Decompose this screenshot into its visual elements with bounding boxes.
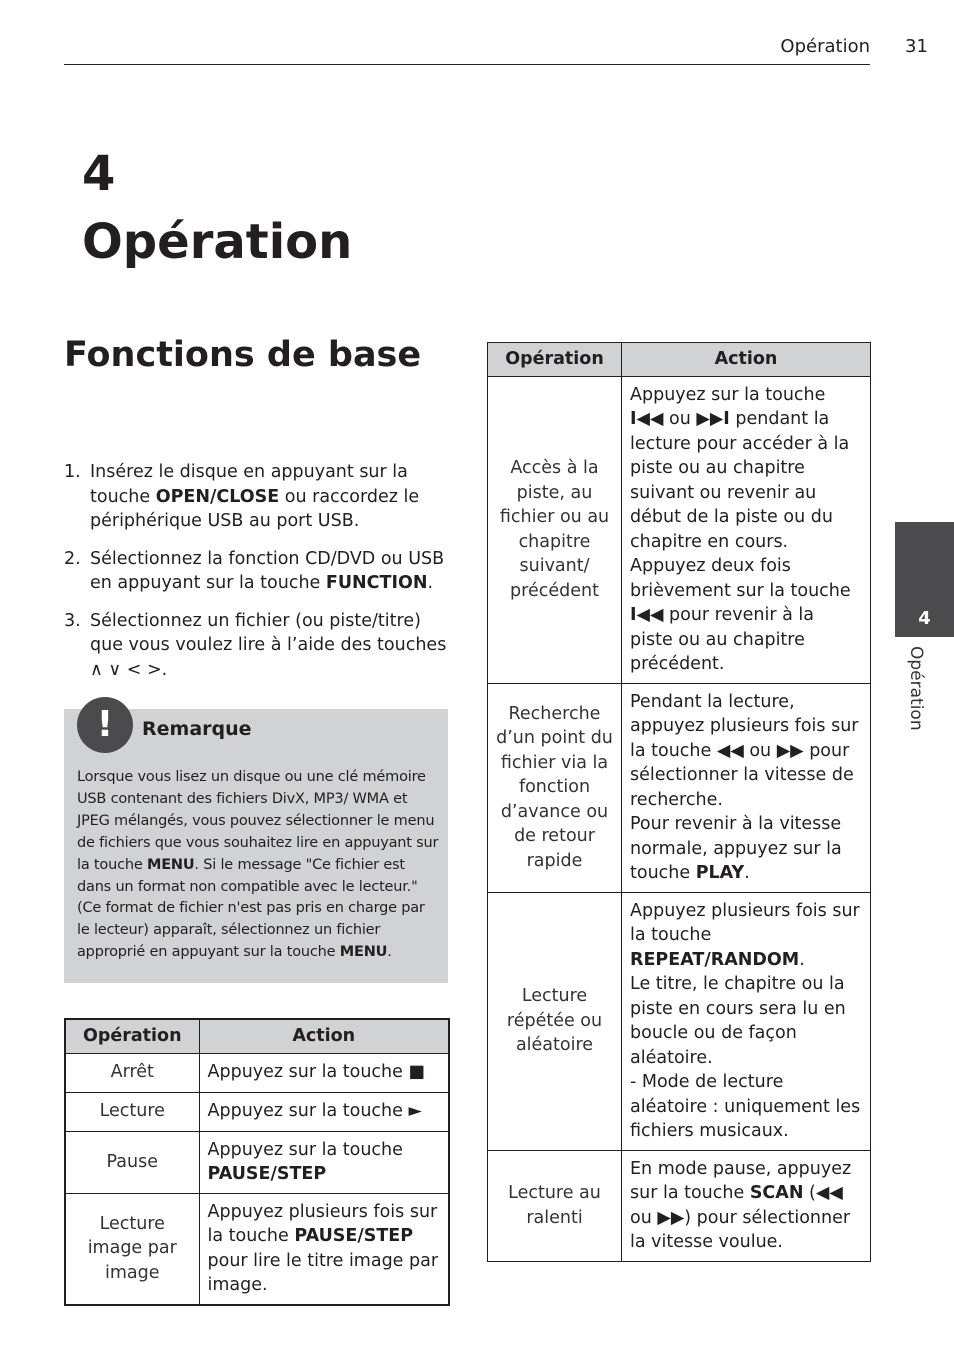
- text-run: Insérez le disque en appuyant sur la touche: [90, 462, 408, 507]
- action-cell: [622, 376, 871, 683]
- section-title: Fonctions de base: [64, 335, 422, 375]
- step-text: [90, 549, 444, 594]
- chapter-title: Opération: [82, 214, 353, 270]
- chapter-number: 4: [82, 146, 116, 202]
- text-run: .: [427, 573, 434, 593]
- text-run: pendant la lecture pour accéder à la piste ou au chapitre suivant ou revenir au début de la piste ou du chapitre en cours. Appuyez deux fois brièvement sur la touche: [630, 409, 851, 601]
- header-section-title: Opération: [780, 36, 870, 57]
- table-row: [488, 683, 871, 892]
- text-run: (: [803, 1183, 816, 1203]
- table-row: [65, 1092, 449, 1131]
- bold-term: REPEAT/RANDOM: [630, 949, 800, 970]
- step-number: 3.: [64, 610, 81, 631]
- text-run: ∧ ∨ < >: [90, 659, 162, 680]
- operation-cell: Pause: [65, 1131, 199, 1193]
- exclamation-icon: !: [77, 697, 133, 753]
- text-run: .: [161, 659, 168, 680]
- page-number: 31: [905, 36, 928, 57]
- bold-term: FUNCTION: [325, 573, 428, 593]
- text-run: Pendant la lecture, appuyez plusieurs fois sur la touche: [630, 691, 859, 761]
- bold-term: PAUSE/STEP: [207, 1164, 327, 1184]
- table-row: [488, 1150, 871, 1261]
- note-title: Remarque: [142, 718, 252, 740]
- text-run: ou raccordez le périphérique USB au port USB.: [90, 486, 420, 531]
- table-row: [65, 1131, 449, 1193]
- text-run: pour lire le titre image par image.: [207, 1250, 439, 1295]
- bold-term: ▶▶I: [696, 409, 730, 429]
- side-tab-label: Opération: [906, 646, 926, 731]
- step-item: [64, 460, 450, 534]
- text-run: Appuyez plusieurs fois sur la touche: [207, 1201, 438, 1246]
- text-run: - Mode de lecture aléatoire : uniquement les fichiers musicaux.: [630, 1072, 861, 1141]
- text-run: Appuyez sur la touche: [630, 384, 826, 405]
- text-run: ) pour sélectionner la vitesse voulue.: [630, 1207, 851, 1252]
- bold-term: PLAY: [695, 863, 745, 883]
- table-row: [488, 892, 871, 1150]
- step-text: [90, 611, 446, 680]
- text-run: ou: [630, 1207, 658, 1228]
- side-tab-number: 4: [918, 608, 931, 629]
- text-run: En mode pause, appuyez sur la touche: [630, 1158, 852, 1203]
- text-run: Appuyez sur la touche ►: [207, 1101, 422, 1122]
- text-run: Sélectionnez un fichier (ou piste/titre) que vous voulez lire à l’aide des touches: [90, 610, 447, 655]
- text-run: .: [387, 944, 392, 961]
- table-row: [65, 1193, 449, 1305]
- text-run: Lorsque vous lisez un disque ou une clé mémoire USB contenant des fichiers DivX, MP3/ WMA et JPEG mélangés, vous pouvez sélectionner le menu de fichiers que vous souhaitez lire en appuyant sur la touche: [77, 769, 439, 873]
- step-item: [64, 609, 450, 683]
- bold-term: MENU: [146, 856, 195, 873]
- column-header-operation: Opération: [65, 1019, 199, 1053]
- text-run: Sélectionnez la fonction CD/DVD ou USB en appuyant sur la touche: [90, 548, 445, 593]
- text-run: Pour revenir à la vitesse normale, appuyez sur la touche: [630, 814, 842, 883]
- bold-term: ▶▶: [657, 1207, 685, 1228]
- operation-cell: Lecture image par image: [65, 1193, 199, 1305]
- note-body: [77, 767, 439, 964]
- step-text: [90, 462, 419, 531]
- action-cell: [199, 1092, 449, 1131]
- bold-term: MENU: [339, 944, 388, 961]
- header-rule: [64, 64, 870, 65]
- text-run: Appuyez sur la touche ■: [207, 1062, 426, 1083]
- operation-cell: Lecture: [65, 1092, 199, 1131]
- bold-term: OPEN/CLOSE: [155, 486, 280, 507]
- operation-cell: Recherche d’un point du fichier via la fonction d’avance ou de retour rapide: [488, 683, 622, 892]
- bold-term: ◀◀: [716, 740, 744, 761]
- text-run: .: [799, 949, 805, 970]
- text-run: . Si le message "Ce fichier est dans un format non compatible avec le lecteur." (Ce format de fichier n'est pas pris en charge par le lecteur) apparaît, sélectionnez un fichier approprié en appuyant sur la touche: [77, 856, 425, 961]
- advanced-operations-table: [487, 342, 871, 1262]
- column-header-action: Action: [199, 1019, 449, 1053]
- bold-term: PAUSE/STEP: [294, 1226, 414, 1246]
- basic-operations-table: [64, 1018, 450, 1306]
- column-header-action: Action: [622, 343, 871, 377]
- bold-term: ▶▶: [776, 740, 804, 761]
- steps-list: [64, 460, 450, 695]
- operation-cell: Arrêt: [65, 1053, 199, 1092]
- bold-term: I◀◀: [630, 605, 664, 625]
- text-run: Appuyez sur la touche: [207, 1139, 403, 1160]
- action-cell: [199, 1131, 449, 1193]
- table-row: [488, 376, 871, 683]
- bold-term: SCAN: [749, 1183, 804, 1203]
- action-cell: [622, 683, 871, 892]
- step-number: 2.: [64, 548, 81, 569]
- text-run: pour sélectionner la vitesse de recherche.: [630, 740, 854, 810]
- operation-cell: Lecture au ralenti: [488, 1150, 622, 1261]
- text-run: ou: [743, 740, 777, 761]
- step-item: [64, 547, 450, 596]
- action-cell: [199, 1193, 449, 1305]
- text-run: Le titre, le chapitre ou la piste en cours sera lu en boucle ou de façon aléatoire.: [630, 974, 846, 1068]
- text-run: pour revenir à la piste ou au chapitre précédent.: [630, 605, 814, 674]
- text-run: ou: [663, 409, 697, 429]
- action-cell: [622, 892, 871, 1150]
- operation-cell: Accès à la piste, au fichier ou au chapitre suivant/ précédent: [488, 376, 622, 683]
- bold-term: ◀◀: [815, 1183, 843, 1203]
- column-header-operation: Opération: [488, 343, 622, 377]
- text-run: .: [744, 863, 750, 883]
- operation-cell: Lecture répétée ou aléatoire: [488, 892, 622, 1150]
- bold-term: I◀◀: [630, 409, 664, 429]
- step-number: 1.: [64, 462, 81, 482]
- table-row: [65, 1053, 449, 1092]
- action-cell: [622, 1150, 871, 1261]
- text-run: Appuyez plusieurs fois sur la touche: [630, 900, 860, 945]
- action-cell: [199, 1053, 449, 1092]
